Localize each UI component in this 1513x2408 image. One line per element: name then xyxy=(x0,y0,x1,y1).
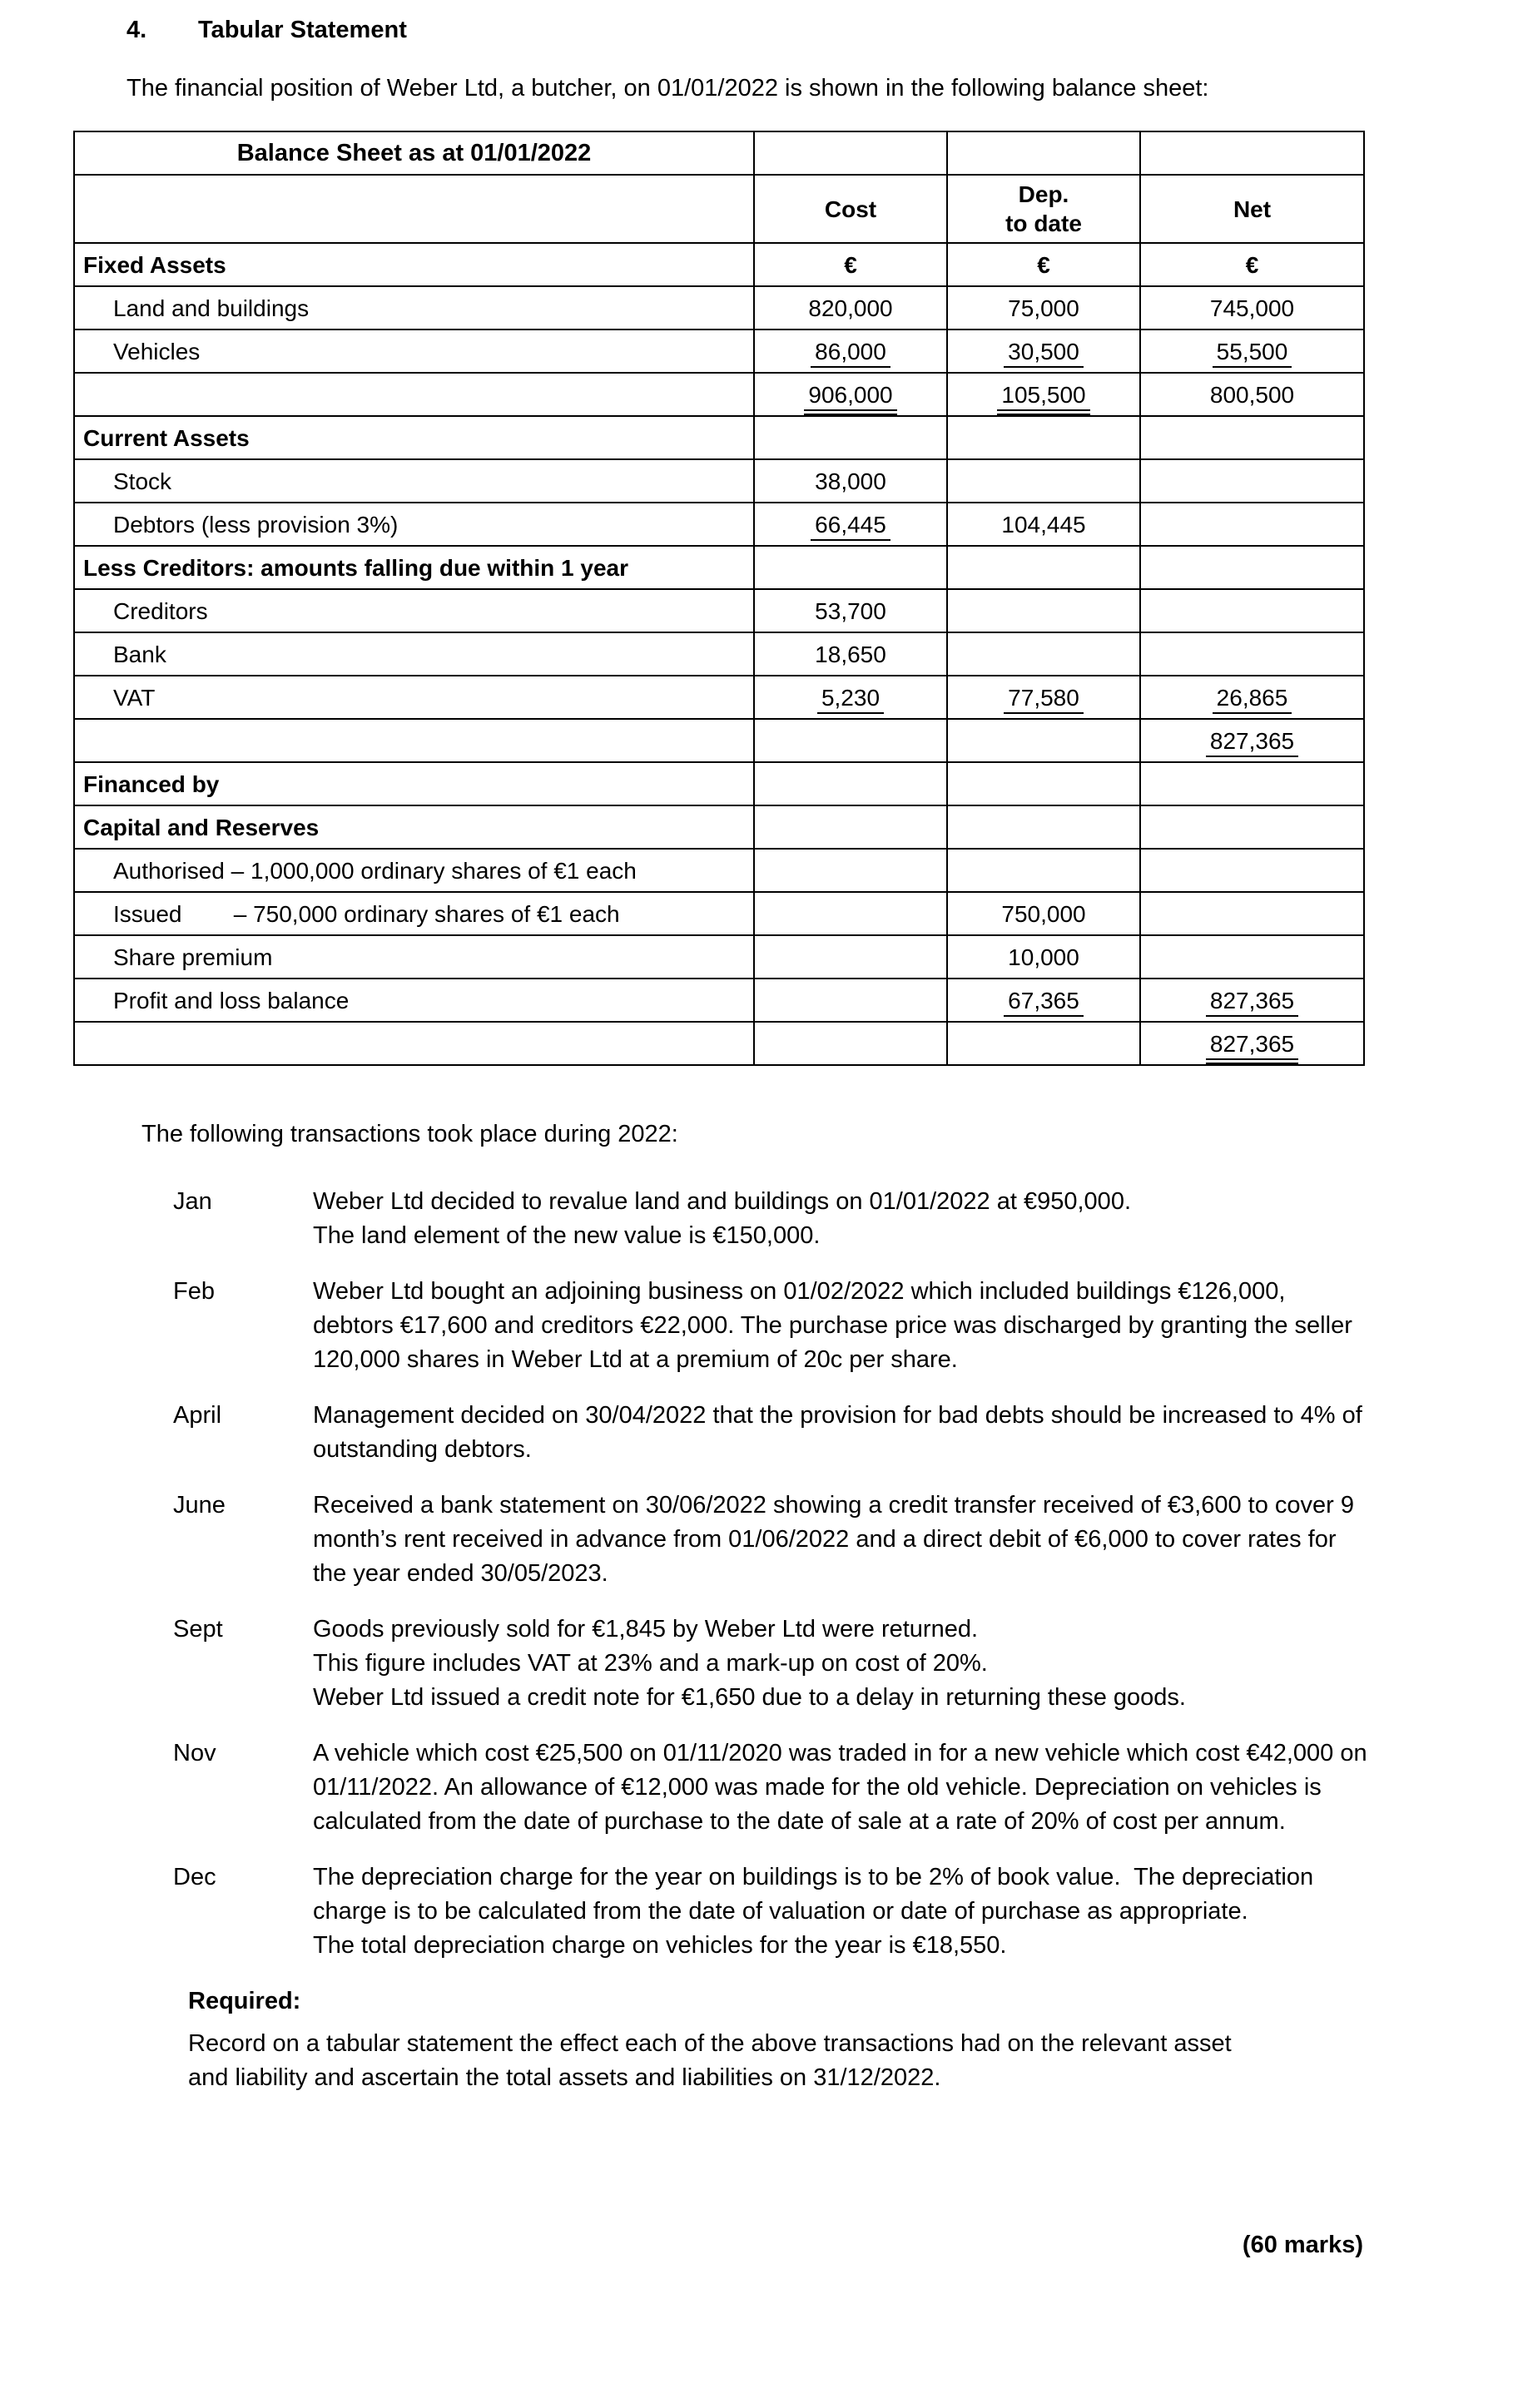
row-label xyxy=(74,719,754,762)
net-value xyxy=(1140,979,1364,1022)
transaction-text xyxy=(313,1399,1370,1467)
row-label: Less Creditors: amounts falling due within 1 year xyxy=(74,546,754,589)
row-label: Bank xyxy=(74,632,754,676)
transaction-june xyxy=(173,1489,1440,1591)
transaction-paragraph: The land element of the new value is €150,000. xyxy=(313,1222,821,1249)
intro-paragraph: The financial position of Weber Ltd, a butcher, on 01/01/2022 is shown in the following balance sheet: xyxy=(126,75,1209,102)
table-row xyxy=(74,546,1364,589)
table-row xyxy=(74,762,1364,805)
double-underlined-value: 105,500 xyxy=(997,382,1089,415)
underlined-value: 30,500 xyxy=(1004,339,1084,368)
row-label: Debtors (less provision 3%) xyxy=(74,503,754,546)
row-label: Profit and loss balance xyxy=(74,979,754,1022)
double-underlined-value: 906,000 xyxy=(804,382,896,415)
dep-value xyxy=(947,589,1140,632)
transaction-text xyxy=(313,1737,1374,1839)
transaction-month: April xyxy=(173,1402,222,1429)
balance-sheet-table xyxy=(73,131,1365,1066)
table-row xyxy=(74,373,1364,416)
net-value xyxy=(1140,503,1364,546)
column-header-dep xyxy=(947,175,1140,243)
row-label: Land and buildings xyxy=(74,286,754,329)
row-label: Stock xyxy=(74,459,754,503)
cost-value xyxy=(754,979,947,1022)
transaction-paragraph: Weber Ltd decided to revalue land and buildings on 01/01/2022 at €950,000. xyxy=(313,1188,1131,1215)
net-value xyxy=(1140,676,1364,719)
table-row xyxy=(74,632,1364,676)
empty-cell xyxy=(1140,131,1364,175)
net-value xyxy=(1140,892,1364,935)
transaction-month: Jan xyxy=(173,1188,212,1215)
table-row xyxy=(74,416,1364,459)
dep-value xyxy=(947,459,1140,503)
marks-label: (60 marks) xyxy=(1242,2232,1363,2258)
row-label: Creditors xyxy=(74,589,754,632)
required-section xyxy=(188,1984,1440,2095)
transaction-paragraph: Weber Ltd issued a credit note for €1,650 due to a delay in returning these goods. xyxy=(313,1684,1186,1711)
cost-value: 53,700 xyxy=(754,589,947,632)
table-row xyxy=(74,589,1364,632)
row-label xyxy=(74,1022,754,1065)
required-label: Required: xyxy=(188,1988,301,2014)
cost-value xyxy=(754,849,947,892)
column-header-net: Net xyxy=(1140,175,1364,243)
dep-value: 104,445 xyxy=(947,503,1140,546)
net-value xyxy=(1140,849,1364,892)
transaction-paragraph: Received a bank statement on 30/06/2022 showing a credit transfer received of €3,600 to cover 9 month’s rent received in advance from 01/06/2022 and a direct debit of €6,000 to cover rates for the year ended 30/05/2023. xyxy=(313,1492,1362,1587)
net-value xyxy=(1140,329,1364,373)
dep-value: 10,000 xyxy=(947,935,1140,979)
row-label: Financed by xyxy=(74,762,754,805)
transactions-intro: The following transactions took place during 2022: xyxy=(141,1121,678,1147)
net-value: 745,000 xyxy=(1140,286,1364,329)
cost-value: 18,650 xyxy=(754,632,947,676)
table-row xyxy=(74,503,1364,546)
underlined-value: 26,865 xyxy=(1213,685,1292,714)
net-value: € xyxy=(1140,243,1364,286)
cost-value: € xyxy=(754,243,947,286)
transaction-text xyxy=(313,1185,1370,1253)
transaction-text xyxy=(313,1613,1370,1715)
table-row xyxy=(74,243,1364,286)
transaction-feb xyxy=(173,1275,1440,1377)
cost-value xyxy=(754,373,947,416)
transactions-list xyxy=(173,1185,1440,1963)
transaction-month: Sept xyxy=(173,1616,223,1642)
transaction-nov xyxy=(173,1737,1440,1839)
balance-sheet-title: Balance Sheet as at 01/01/2022 xyxy=(74,131,754,175)
dep-value xyxy=(947,632,1140,676)
row-label: Share premium xyxy=(74,935,754,979)
transaction-month: Dec xyxy=(173,1864,216,1890)
dep-value xyxy=(947,329,1140,373)
transaction-paragraph: Management decided on 30/04/2022 that the provision for bad debts should be increased to 4% of outstanding debtors. xyxy=(313,1402,1369,1463)
dep-value xyxy=(947,719,1140,762)
transaction-paragraph: Goods previously sold for €1,845 by Weber Ltd were returned. xyxy=(313,1616,979,1642)
section-heading xyxy=(126,13,1440,47)
dep-value xyxy=(947,373,1140,416)
dep-value xyxy=(947,416,1140,459)
table-row xyxy=(74,676,1364,719)
row-label: VAT xyxy=(74,676,754,719)
net-value xyxy=(1140,416,1364,459)
transaction-text xyxy=(313,1489,1370,1591)
column-header-dep-line1: Dep. xyxy=(1018,181,1069,207)
dep-value xyxy=(947,762,1140,805)
dep-value xyxy=(947,849,1140,892)
transaction-paragraph: The depreciation charge for the year on buildings is to be 2% of book value. The depreciation charge is to be calculated from the date of valuation or date of purchase as appropriate. xyxy=(313,1864,1321,1925)
table-row xyxy=(74,719,1364,762)
transaction-paragraph: Weber Ltd bought an adjoining business on 01/02/2022 which included buildings €126,000, debtors €17,600 and creditors €22,000. The purchase price was discharged by granting the seller 120,000 shares in Weber Ltd at a premium of 20c per share. xyxy=(313,1278,1359,1373)
transaction-month: Feb xyxy=(173,1278,215,1305)
cost-value xyxy=(754,935,947,979)
table-row xyxy=(74,979,1364,1022)
cost-value xyxy=(754,676,947,719)
cost-value: 820,000 xyxy=(754,286,947,329)
cost-value: 38,000 xyxy=(754,459,947,503)
dep-value xyxy=(947,546,1140,589)
row-label: Current Assets xyxy=(74,416,754,459)
dep-value xyxy=(947,1022,1140,1065)
dep-value xyxy=(947,979,1140,1022)
table-row xyxy=(74,849,1364,892)
cost-value xyxy=(754,329,947,373)
double-underlined-value: 827,365 xyxy=(1206,1031,1298,1064)
transaction-text xyxy=(313,1275,1370,1377)
net-value xyxy=(1140,805,1364,849)
underlined-value: 77,580 xyxy=(1004,685,1084,714)
section-title: Tabular Statement xyxy=(198,17,407,43)
row-label xyxy=(74,373,754,416)
balance-sheet-header-row xyxy=(74,175,1364,243)
row-label: Issued – 750,000 ordinary shares of €1 each xyxy=(74,892,754,935)
marks-row xyxy=(73,2228,1363,2262)
transaction-paragraph: A vehicle which cost €25,500 on 01/11/2020 was traded in for a new vehicle which cost €42,000 on 01/11/2022. An allowance of €12,000 was made for the old vehicle. Depreciation on vehicles is calculated from the date of purchase to the date of sale at a rate of 20% of cost per annum. xyxy=(313,1740,1374,1835)
underlined-value: 86,000 xyxy=(811,339,890,368)
cost-value xyxy=(754,805,947,849)
net-value xyxy=(1140,589,1364,632)
dep-value: 75,000 xyxy=(947,286,1140,329)
net-value xyxy=(1140,935,1364,979)
table-row xyxy=(74,935,1364,979)
transaction-paragraph: The total depreciation charge on vehicles for the year is €18,550. xyxy=(313,1932,1007,1959)
underlined-value: 827,365 xyxy=(1206,988,1298,1017)
transaction-month: Nov xyxy=(173,1740,216,1766)
empty-cell xyxy=(74,175,754,243)
table-row xyxy=(74,1022,1364,1065)
cost-value xyxy=(754,762,947,805)
table-row xyxy=(74,459,1364,503)
transaction-text xyxy=(313,1861,1370,1963)
underlined-value: 67,365 xyxy=(1004,988,1084,1017)
cost-value xyxy=(754,546,947,589)
net-value xyxy=(1140,546,1364,589)
required-text: Record on a tabular statement the effect each of the above transactions had on the relevant asset and liability and ascertain the total assets and liabilities on 31/12/2022. xyxy=(188,2030,1232,2091)
net-value xyxy=(1140,1022,1364,1065)
transaction-sept xyxy=(173,1613,1440,1715)
dep-value: € xyxy=(947,243,1140,286)
row-label: Authorised – 1,000,000 ordinary shares of €1 each xyxy=(74,849,754,892)
dep-value xyxy=(947,805,1140,849)
cost-value xyxy=(754,719,947,762)
table-row xyxy=(74,329,1364,373)
column-header-dep-line2: to date xyxy=(1005,211,1082,236)
cost-value xyxy=(754,892,947,935)
cost-value xyxy=(754,416,947,459)
underlined-value: 827,365 xyxy=(1206,728,1298,757)
net-value xyxy=(1140,719,1364,762)
row-label: Vehicles xyxy=(74,329,754,373)
balance-sheet-title-row xyxy=(74,131,1364,175)
section-number: 4. xyxy=(126,17,147,43)
transaction-month: June xyxy=(173,1492,226,1519)
net-value xyxy=(1140,762,1364,805)
net-value xyxy=(1140,632,1364,676)
net-value: 800,500 xyxy=(1140,373,1364,416)
cost-value xyxy=(754,1022,947,1065)
dep-value: 750,000 xyxy=(947,892,1140,935)
table-row xyxy=(74,892,1364,935)
transaction-paragraph: This figure includes VAT at 23% and a mark-up on cost of 20%. xyxy=(313,1650,988,1677)
empty-cell xyxy=(947,131,1140,175)
underlined-value: 55,500 xyxy=(1213,339,1292,368)
table-row xyxy=(74,286,1364,329)
underlined-value: 66,445 xyxy=(811,512,890,541)
empty-cell xyxy=(754,131,947,175)
transaction-april xyxy=(173,1399,1440,1467)
net-value xyxy=(1140,459,1364,503)
cost-value xyxy=(754,503,947,546)
transaction-dec xyxy=(173,1861,1440,1963)
dep-value xyxy=(947,676,1140,719)
row-label: Capital and Reserves xyxy=(74,805,754,849)
underlined-value: 5,230 xyxy=(817,685,884,714)
transaction-jan xyxy=(173,1185,1440,1253)
table-row xyxy=(74,805,1364,849)
column-header-cost: Cost xyxy=(754,175,947,243)
row-label: Fixed Assets xyxy=(74,243,754,286)
